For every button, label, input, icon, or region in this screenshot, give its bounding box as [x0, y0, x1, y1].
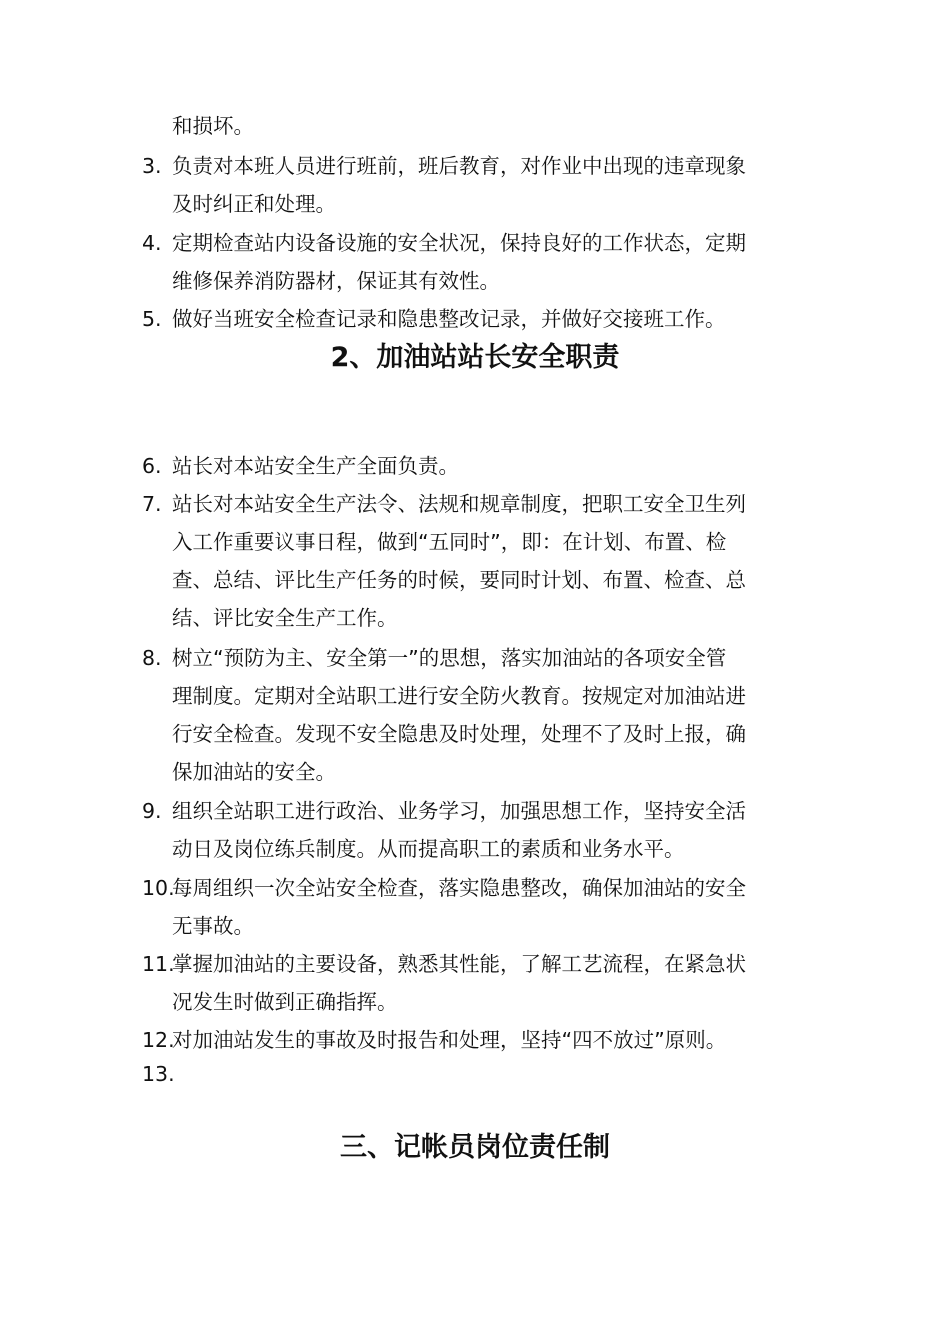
item-line: 组织全站职工进行政治、业务学习，加强思想工作，坚持安全活	[172, 799, 746, 823]
item-number: 6.	[142, 454, 162, 478]
item-number: 12.	[142, 1028, 175, 1052]
item-number: 7.	[142, 492, 162, 516]
item-line: 掌握加油站的主要设备，熟悉其性能，了解工艺流程，在紧急状	[172, 952, 746, 976]
item-line: 树立“预防为主、安全第一”的思想，落实加油站的各项安全管	[172, 646, 727, 670]
item-number: 11.	[142, 952, 175, 976]
item-line: 无事故。	[172, 914, 254, 938]
item-line: 维修保养消防器材，保证其有效性。	[172, 269, 500, 293]
item-line: 查、总结、评比生产任务的时候，要同时计划、布置、检查、总	[172, 568, 746, 592]
item-text	[172, 869, 812, 945]
item-line: 结、评比安全生产工作。	[172, 606, 398, 630]
item-text	[172, 300, 812, 338]
continuation-text: 和损坏。	[172, 114, 254, 138]
item-line: 对加油站发生的事故及时报告和处理，坚持“四不放过”原则。	[172, 1028, 727, 1052]
item-text	[172, 224, 812, 300]
item-number: 10.	[142, 876, 175, 900]
item-line: 况发生时做到正确指挥。	[172, 990, 398, 1014]
item-text	[172, 447, 812, 485]
item-line: 做好当班安全检查记录和隐患整改记录，并做好交接班工作。	[172, 307, 726, 331]
item-line: 及时纠正和处理。	[172, 192, 336, 216]
item-line: 站长对本站安全生产法令、法规和规章制度，把职工安全卫生列	[172, 492, 746, 516]
item-line: 行安全检查。发现不安全隐患及时处理，处理不了及时上报，确	[172, 722, 746, 746]
section-heading-2: 2、加油站站长安全职责	[330, 342, 620, 373]
item-text	[172, 945, 812, 1021]
item-number: 3.	[142, 154, 162, 178]
item-line: 动日及岗位练兵制度。从而提高职工的素质和业务水平。	[172, 837, 685, 861]
item-number: 5.	[142, 307, 162, 331]
item-number: 8.	[142, 646, 162, 670]
item-line: 负责对本班人员进行班前，班后教育，对作业中出现的违章现象	[172, 154, 746, 178]
item-number: 13.	[142, 1062, 175, 1086]
item-text	[172, 147, 812, 223]
item-line: 每周组织一次全站安全检查，落实隐患整改，确保加油站的安全	[172, 876, 746, 900]
item-text	[172, 1021, 812, 1059]
item-line: 保加油站的安全。	[172, 760, 336, 784]
item-line: 站长对本站安全生产全面负责。	[172, 454, 459, 478]
item-number: 9.	[142, 799, 162, 823]
item-text	[172, 639, 812, 791]
item-line: 理制度。定期对全站职工进行安全防火教育。按规定对加油站进	[172, 684, 746, 708]
item-text	[172, 485, 812, 637]
item-line: 定期检查站内设备设施的安全状况，保持良好的工作状态，定期	[172, 231, 746, 255]
section-heading-3: 三、记帐员岗位责任制	[340, 1132, 610, 1163]
item-number: 4.	[142, 231, 162, 255]
item-text	[172, 792, 812, 868]
item-line: 入工作重要议事日程，做到“五同时”，即：在计划、布置、检	[172, 530, 727, 554]
